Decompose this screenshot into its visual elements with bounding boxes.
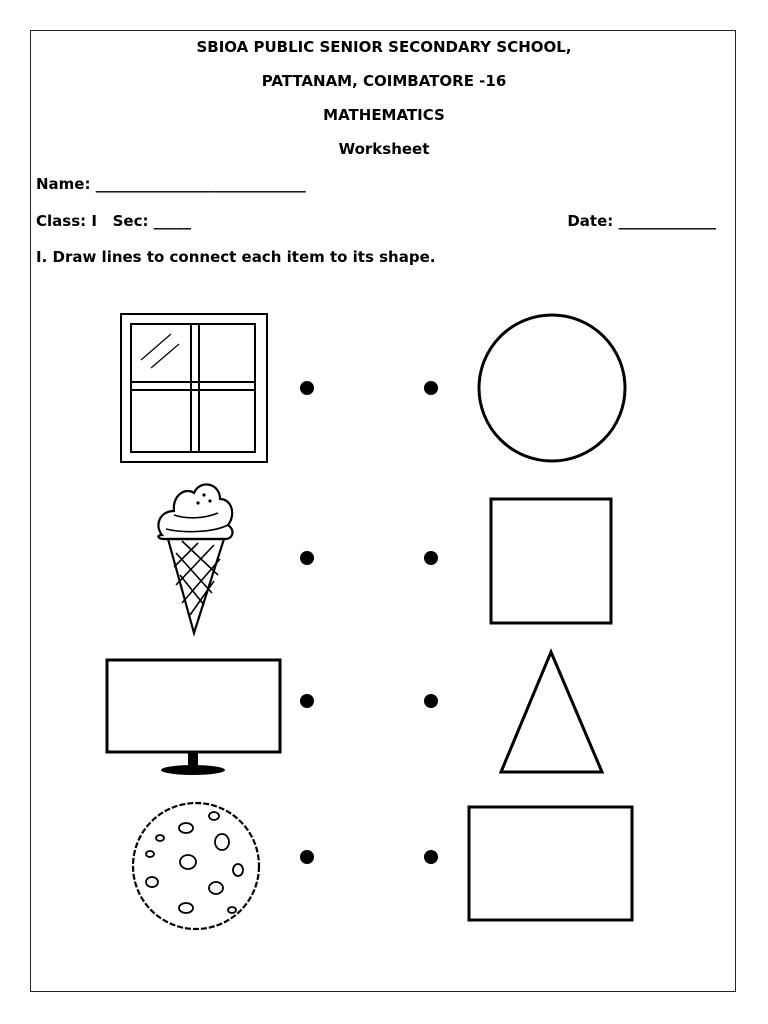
window-picture [119,312,269,464]
ice-cream-cone-picture [152,475,238,640]
question-instruction: I. Draw lines to connect each item to its shape. [36,248,436,266]
left-dot-1[interactable] [300,381,314,395]
square-shape [489,497,615,627]
right-dot-3[interactable] [424,694,438,708]
circle-shape [474,308,630,468]
tv-monitor-picture [104,657,284,777]
date-field: Date: _____________ [567,212,716,230]
right-dot-4[interactable] [424,850,438,864]
school-address: PATTANAM, COIMBATORE -16 [261,72,507,90]
left-dot-2[interactable] [300,551,314,565]
triangle-shape [496,648,608,776]
school-name: SBIOA PUBLIC SENIOR SECONDARY SCHOOL, [196,38,572,56]
right-dot-1[interactable] [424,381,438,395]
left-dot-3[interactable] [300,694,314,708]
left-dot-4[interactable] [300,850,314,864]
class-section-field: Class: I Sec: _____ [36,212,192,230]
worksheet-title: Worksheet [338,140,430,158]
name-field: Name: ____________________________ [36,175,306,193]
subject-title: MATHEMATICS [323,106,445,124]
rectangle-shape [466,804,636,924]
cookie-picture [128,798,264,934]
right-dot-2[interactable] [424,551,438,565]
